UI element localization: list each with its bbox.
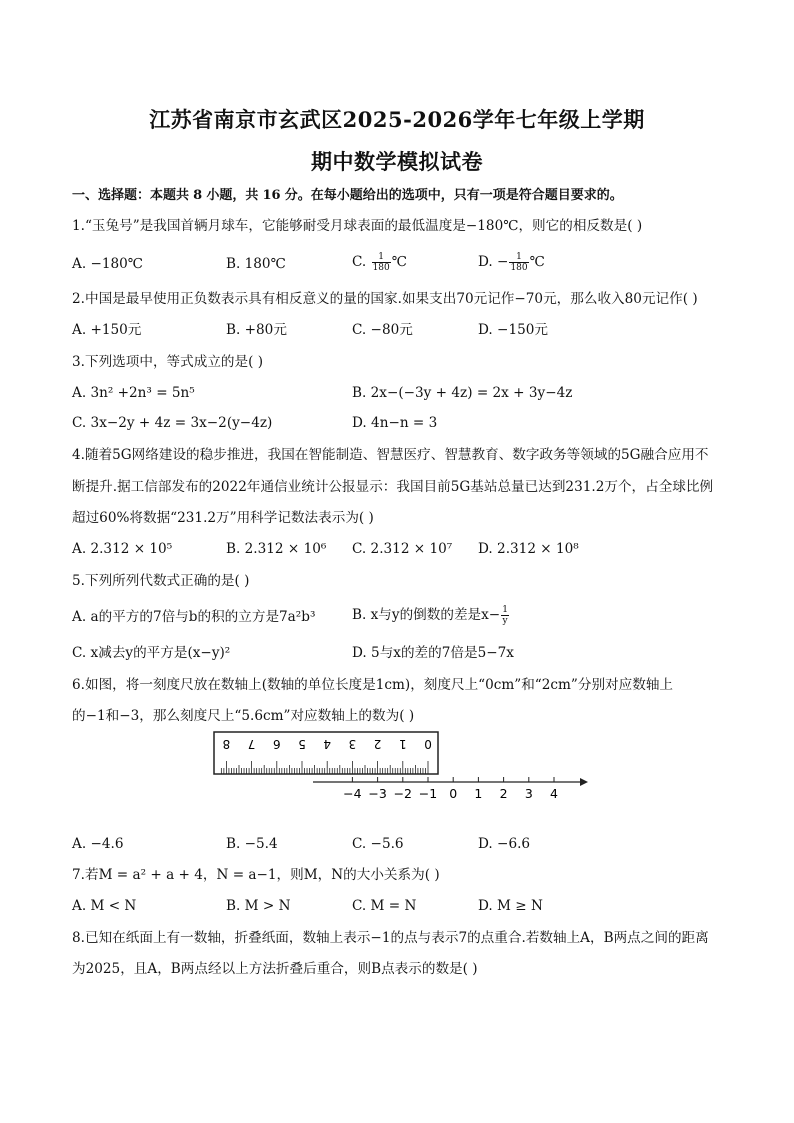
q6-option-a: A. −4.6 — [72, 836, 124, 852]
ruler-number-line-figure — [210, 730, 590, 805]
q4-line-1: 4.随着5G网络建设的稳步推进，我国在智能制造、智慧医疗、智慧教育、数字政务等领域的5G融合应用不 — [72, 447, 709, 463]
q5-option-c: C. x减去y的平方是(x−y)² — [72, 645, 231, 661]
section-score: 16 — [262, 188, 281, 203]
q4-option-a: A. 2.312 × 10⁵ — [72, 541, 173, 557]
axis-labels — [343, 786, 558, 801]
q1-stem: 1.“玉兔号”是我国首辆月球车，它能够耐受月球表面的最低温度是−180℃，则它的相反数是( ) — [72, 218, 643, 234]
axis-label: −1 — [418, 786, 438, 801]
q3-option-b: B. 2x−(−3y + 4z) = 2x + 3y−4z — [352, 385, 573, 401]
number-axis-arrow — [580, 778, 588, 786]
q2-option-c: C. −80元 — [352, 322, 413, 338]
ruler-label: 3 — [348, 737, 357, 751]
title-line-1: 江苏省南京市玄武区2025-2026学年七年级上学期 — [149, 107, 645, 132]
q5-b-denominator: y — [502, 616, 508, 626]
q5-option-d: D. 5与x的差的7倍是5−7x — [352, 645, 514, 661]
q4-option-c: C. 2.312 × 10⁷ — [352, 541, 453, 557]
q6-option-c: C. −5.6 — [352, 836, 404, 852]
q3-option-a: A. 3n² +2n³ = 5n⁵ — [72, 385, 195, 401]
q6-option-d: D. −6.6 — [478, 836, 531, 852]
q2-option-a: A. +150元 — [72, 322, 142, 338]
q4-option-d: D. 2.312 × 10⁸ — [478, 541, 579, 557]
q3-option-c: C. 3x−2y + 4z = 3x−2(y−4z) — [72, 415, 273, 431]
q4-option-b: B. 2.312 × 10⁶ — [226, 541, 327, 557]
q1-option-a: A. −180℃ — [72, 256, 144, 272]
q3-option-d: D. 4n−n = 3 — [352, 415, 438, 431]
q7-option-d: D. M ≥ N — [478, 898, 543, 914]
section-suffix: 分。在每小题给出的选项中，只有一项是符合题目要求的。 — [284, 188, 623, 203]
axis-label: 4 — [550, 786, 558, 801]
q1-c-numerator: 1 — [372, 252, 391, 263]
q5-b-text: B. x与y的倒数的差是x− — [352, 607, 501, 623]
q7-option-b: B. M > N — [226, 898, 291, 914]
ruler-labels — [223, 737, 432, 751]
section-prefix: 一、选择题：本题共 — [72, 188, 190, 203]
q1-c-unit: ℃ — [391, 254, 407, 270]
title-line-2: 期中数学模拟试卷 — [311, 149, 483, 174]
q7-option-c: C. M = N — [352, 898, 417, 914]
q8-line-1: 8.已知在纸面上有一数轴，折叠纸面，数轴上表示−1的点与表示7的点重合.若数轴上A，B两点之间的距离 — [72, 930, 709, 946]
q7-option-a: A. M < N — [72, 898, 137, 914]
q8-line-2: 为2025，且A，B两点经以上方法折叠后重合，则B点表示的数是( ) — [72, 961, 478, 977]
q5-stem: 5.下列所列代数式正确的是( ) — [72, 573, 250, 589]
section-mid: 小题，共 — [206, 188, 259, 203]
q2-stem: 2.中国是最早使用正负数表示具有相反意义的量的国家.如果支出70元记作−70元，那么收入80元记作( ) — [72, 291, 698, 307]
q2-option-b: B. +80元 — [226, 322, 287, 338]
q5-b-fraction — [501, 605, 509, 626]
q1-option-b: B. 180℃ — [226, 256, 286, 272]
q2-option-d: D. −150元 — [478, 322, 548, 338]
q4-line-2: 断提升.据工信部发布的2022年通信业统计公报显示：我国目前5G基站总量已达到231.2万个，占全球比例 — [72, 479, 714, 495]
ruler-label: 8 — [222, 737, 231, 751]
q1-c-label: C. — [352, 254, 367, 270]
q1-c-denominator: 180 — [372, 263, 390, 273]
axis-label: −4 — [343, 786, 362, 801]
q5-option-b — [352, 605, 510, 626]
axis-ticks — [352, 777, 554, 782]
ruler-label: 6 — [272, 737, 281, 751]
ruler-label: 1 — [398, 737, 407, 751]
q5-option-a: A. a的平方的7倍与b的积的立方是7a²b³ — [72, 609, 316, 625]
q3-stem: 3.下列选项中，等式成立的是( ) — [72, 354, 264, 370]
axis-label: 2 — [499, 786, 508, 801]
axis-label: −2 — [393, 786, 413, 801]
q6-line-2: 的−1和−3，那么刻度尺上“5.6cm”对应数轴上的数为( ) — [72, 708, 415, 724]
q1-d-numerator: 1 — [509, 252, 528, 263]
q1-d-fraction — [509, 252, 528, 273]
q1-d-denominator: 180 — [510, 263, 528, 273]
ruler-label: 2 — [373, 737, 382, 751]
q1-c-fraction — [372, 252, 391, 273]
q6-line-1: 6.如图，将一刻度尺放在数轴上(数轴的单位长度是1cm)，刻度尺上“0cm”和“2cm”分别对应数轴上 — [72, 677, 674, 693]
axis-label: 0 — [449, 786, 458, 801]
q1-option-c — [352, 252, 407, 273]
ruler-label: 0 — [424, 737, 432, 751]
q6-option-b: B. −5.4 — [226, 836, 278, 852]
ruler-label: 4 — [323, 737, 332, 751]
q1-option-d — [478, 252, 545, 273]
q4-line-3: 超过60%将数据“231.2万”用科学记数法表示为( ) — [72, 510, 374, 526]
q5-b-numerator: 1 — [502, 605, 508, 615]
ruler-label: 5 — [298, 737, 306, 751]
axis-label: 1 — [474, 786, 483, 801]
q7-stem: 7.若M = a² + a + 4，N = a−1，则M，N的大小关系为( ) — [72, 867, 440, 883]
axis-label: −3 — [368, 786, 387, 801]
axis-label: 3 — [524, 786, 533, 801]
q1-d-label: D. − — [478, 254, 509, 270]
q1-d-unit: ℃ — [529, 254, 545, 270]
section-header — [72, 186, 623, 206]
section-count: 8 — [193, 188, 203, 203]
ruler-label: 7 — [247, 737, 256, 751]
